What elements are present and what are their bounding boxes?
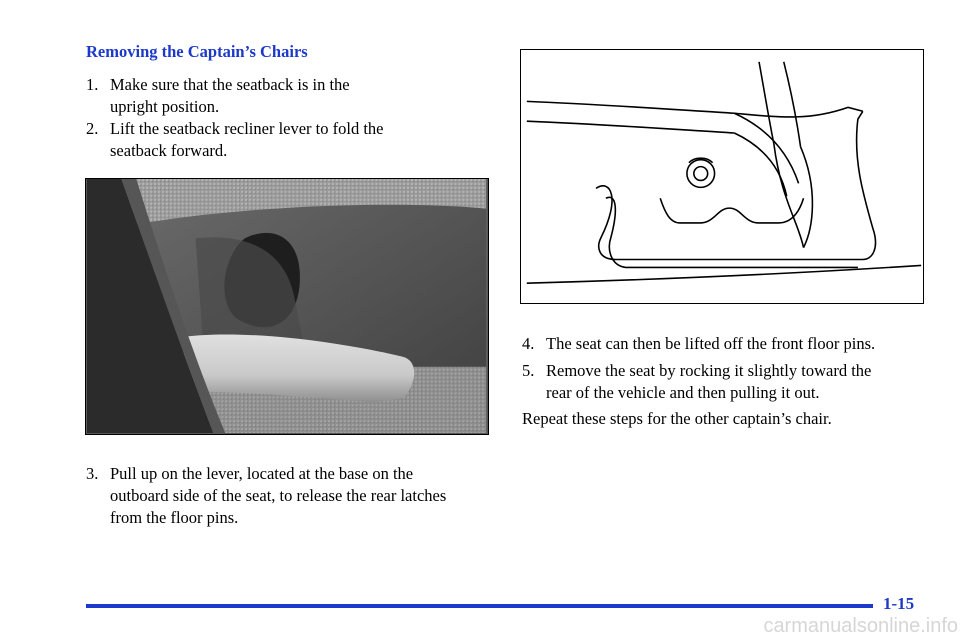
footer-rule xyxy=(86,604,873,608)
step-text xyxy=(110,118,384,162)
step-line: The seat can then be lifted off the front floor pins. xyxy=(546,334,876,353)
floor-pin-illustration xyxy=(520,49,924,304)
step-line: outboard side of the seat, to release the rear latches xyxy=(110,486,447,505)
step-line: from the floor pins. xyxy=(110,508,239,527)
step-4 xyxy=(522,333,922,355)
step-line: Make sure that the seatback is in the xyxy=(110,75,350,94)
step-line: seatback forward. xyxy=(110,141,228,160)
section-title: Removing the Captain’s Chairs xyxy=(86,42,308,61)
seat-lever-photo xyxy=(85,178,489,435)
step-2 xyxy=(86,118,426,162)
step-line: upright position. xyxy=(110,97,220,116)
step-line: Remove the seat by rocking it slightly toward the xyxy=(546,361,872,380)
step-number: 3. xyxy=(86,464,99,483)
step-line: Lift the seatback recliner lever to fold the xyxy=(110,119,384,138)
step-3 xyxy=(86,463,496,529)
step-number: 2. xyxy=(86,119,99,138)
step-1 xyxy=(86,74,416,118)
step-text xyxy=(110,74,350,118)
step-text xyxy=(546,333,875,355)
watermark: carmanualsonline.info xyxy=(763,615,958,637)
step-line: Pull up on the lever, located at the base on the xyxy=(110,464,414,483)
step-text xyxy=(110,463,446,529)
repeat-note: Repeat these steps for the other captain’s chair. xyxy=(522,409,832,428)
step-line: rear of the vehicle and then pulling it out. xyxy=(546,383,820,402)
page-number: 1-15 xyxy=(883,594,915,613)
step-number: 4. xyxy=(522,334,535,353)
step-number: 5. xyxy=(522,361,535,380)
step-text xyxy=(546,360,871,404)
step-number: 1. xyxy=(86,75,99,94)
step-5 xyxy=(522,360,922,404)
